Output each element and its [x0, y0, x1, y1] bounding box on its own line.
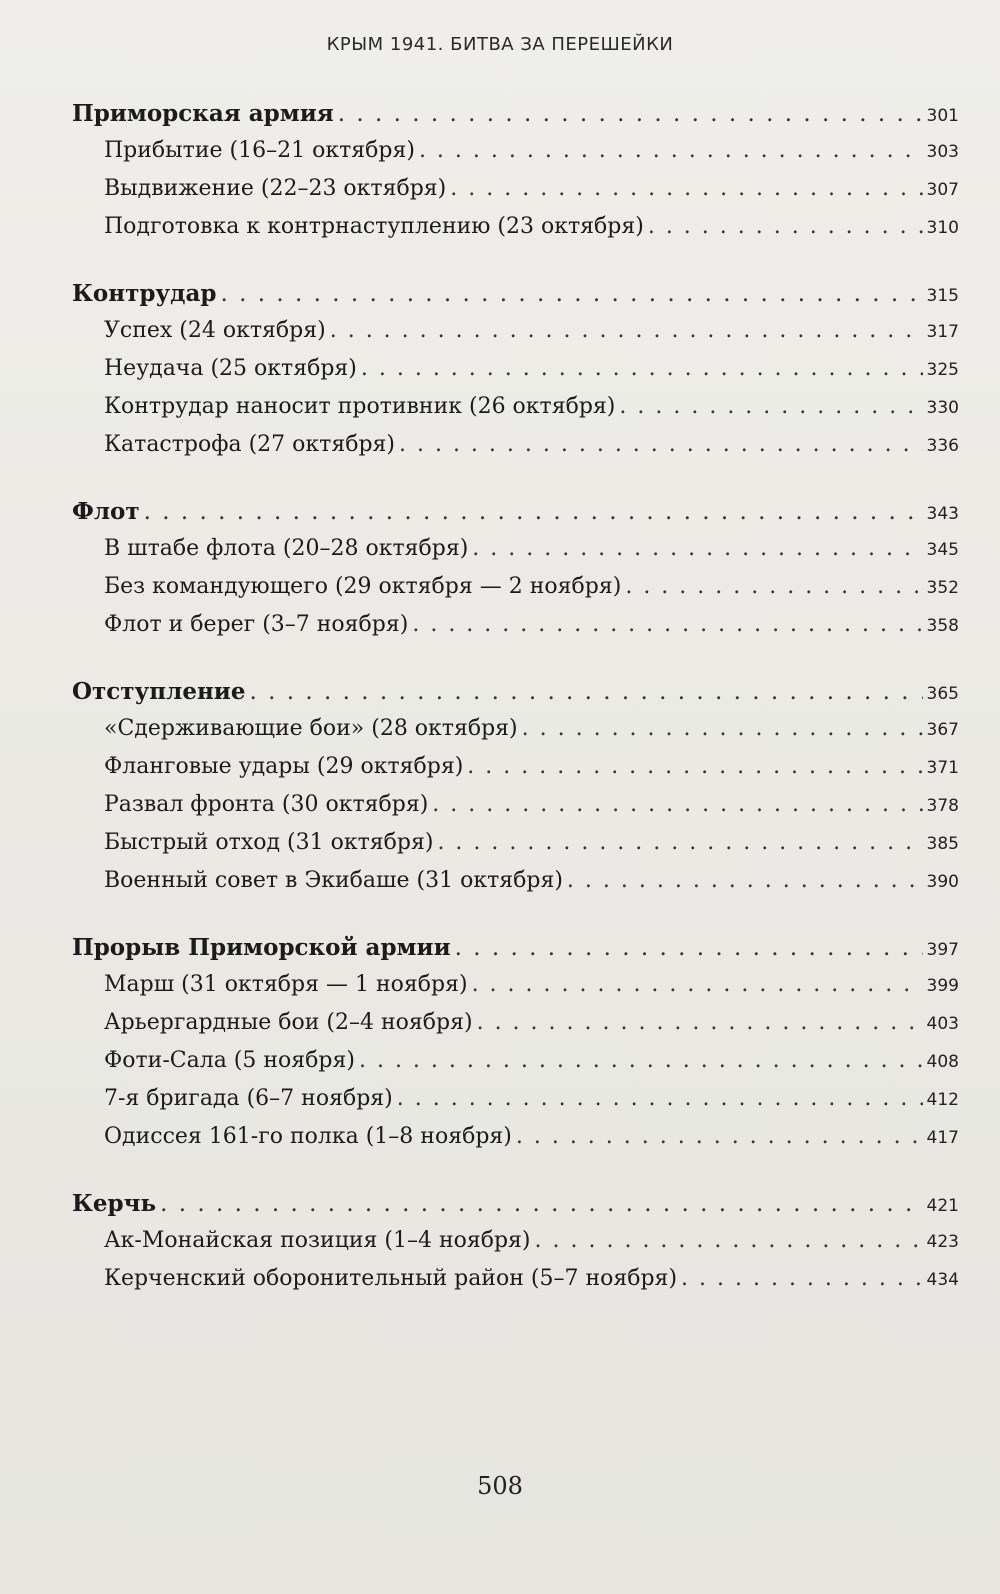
- toc-section: [72, 214, 959, 252]
- toc-section: [72, 1048, 959, 1086]
- spacer: [72, 1162, 959, 1190]
- toc-section: [72, 754, 959, 792]
- dot-leader: [330, 318, 923, 343]
- dot-leader: [160, 1191, 922, 1217]
- spacer: [72, 906, 959, 934]
- dot-leader: [567, 868, 923, 893]
- page-number: 434: [926, 1270, 959, 1290]
- page-number: 385: [926, 834, 959, 854]
- spacer: [72, 252, 959, 280]
- toc-section: [72, 612, 959, 650]
- dot-leader: [619, 394, 922, 419]
- toc-section: [72, 972, 959, 1010]
- page-number: 397: [926, 940, 959, 960]
- spacer: [72, 470, 959, 498]
- page-number: 371: [926, 758, 959, 778]
- toc-section: [72, 1010, 959, 1048]
- chapter-title: Контрудар: [72, 280, 217, 307]
- toc-section: [72, 138, 959, 176]
- page-number: 378: [926, 796, 959, 816]
- section-title: Арьергардные бои (2–4 ноября): [104, 1010, 473, 1035]
- dot-leader: [472, 972, 923, 997]
- section-title: Выдвижение (22–23 октября): [104, 176, 447, 201]
- section-title: «Сдерживающие бои» (28 октября): [104, 716, 518, 741]
- section-title: Марш (31 октября — 1 ноября): [104, 972, 468, 997]
- page-number: 336: [926, 436, 959, 456]
- page-number: 367: [926, 720, 959, 740]
- section-title: 7-я бригада (6–7 ноября): [104, 1086, 393, 1111]
- toc-section: [72, 1228, 959, 1266]
- section-title: Подготовка к контрнаступлению (23 октября): [104, 214, 644, 239]
- dot-leader: [625, 574, 922, 599]
- toc-chapter: [72, 498, 959, 536]
- page-number: 315: [926, 286, 959, 306]
- toc-section: [72, 356, 959, 394]
- page-number: 423: [926, 1232, 959, 1252]
- page-number: 325: [926, 360, 959, 380]
- chapter-title: Отступление: [72, 678, 246, 705]
- page-number: 345: [926, 540, 959, 560]
- page-folio: 508: [477, 1472, 523, 1500]
- dot-leader: [681, 1266, 923, 1291]
- dot-leader: [522, 716, 923, 741]
- dot-leader: [249, 679, 922, 705]
- toc-section: [72, 830, 959, 868]
- page-number: 421: [926, 1196, 959, 1216]
- dot-leader: [397, 1086, 923, 1111]
- toc-section: [72, 394, 959, 432]
- dot-leader: [361, 356, 923, 381]
- toc-section: [72, 1086, 959, 1124]
- page-number: 358: [926, 616, 959, 636]
- toc-section: [72, 536, 959, 574]
- dot-leader: [359, 1048, 923, 1073]
- page-number: 412: [926, 1090, 959, 1110]
- chapter-title: Керчь: [72, 1190, 157, 1217]
- section-title: Одиссея 161-го полка (1–8 ноября): [104, 1124, 512, 1149]
- section-title: Успех (24 октября): [104, 318, 326, 343]
- dot-leader: [450, 176, 922, 201]
- section-title: Быстрый отход (31 октября): [104, 830, 434, 855]
- dot-leader: [338, 101, 923, 127]
- toc-section: [72, 1266, 959, 1304]
- dot-leader: [437, 830, 922, 855]
- section-title: Неудача (25 октября): [104, 356, 357, 381]
- dot-leader: [432, 792, 922, 817]
- page-number: 343: [926, 504, 959, 524]
- toc-section: [72, 574, 959, 612]
- toc-chapter: [72, 678, 959, 716]
- dot-leader: [144, 499, 923, 525]
- page-number: 417: [926, 1128, 959, 1148]
- section-title: Контрудар наносит противник (26 октября): [104, 394, 616, 419]
- dot-leader: [535, 1228, 923, 1253]
- page-number: 352: [926, 578, 959, 598]
- section-title: Ак-Монайская позиция (1–4 ноября): [104, 1228, 531, 1253]
- running-head: КРЫМ 1941. БИТВА ЗА ПЕРЕШЕЙКИ: [326, 34, 674, 55]
- section-title: Флот и берег (3–7 ноября): [104, 612, 409, 637]
- dot-leader: [412, 612, 922, 637]
- page-number: 330: [926, 398, 959, 418]
- dot-leader: [220, 281, 922, 307]
- page-number: 403: [926, 1014, 959, 1034]
- toc-section: [72, 792, 959, 830]
- toc-section: [72, 1124, 959, 1162]
- chapter-title: Прорыв Приморской армии: [72, 934, 451, 961]
- section-title: В штабе флота (20–28 октября): [104, 536, 469, 561]
- page-number: 365: [926, 684, 959, 704]
- section-title: Фланговые удары (29 октября): [104, 754, 464, 779]
- dot-leader: [419, 138, 923, 163]
- toc-chapter: [72, 100, 959, 138]
- section-title: Фоти-Сала (5 ноября): [104, 1048, 355, 1073]
- section-title: Прибытие (16–21 октября): [104, 138, 415, 163]
- toc-section: [72, 176, 959, 214]
- page-number: 408: [926, 1052, 959, 1072]
- section-title: Развал фронта (30 октября): [104, 792, 429, 817]
- toc-chapter: [72, 934, 959, 972]
- page-number: 307: [926, 180, 959, 200]
- dot-leader: [467, 754, 922, 779]
- chapter-title: Приморская армия: [72, 100, 334, 127]
- toc-section: [72, 716, 959, 754]
- table-of-contents: [72, 100, 959, 1304]
- dot-leader: [477, 1010, 923, 1035]
- toc-section: [72, 868, 959, 906]
- toc-chapter: [72, 280, 959, 318]
- page-number: 399: [926, 976, 959, 996]
- dot-leader: [399, 432, 923, 457]
- dot-leader: [648, 214, 923, 239]
- page-number: 310: [926, 218, 959, 238]
- dot-leader: [455, 935, 923, 961]
- section-title: Без командующего (29 октября — 2 ноября): [104, 574, 622, 599]
- section-title: Керченский оборонительный район (5–7 ноября): [104, 1266, 678, 1291]
- dot-leader: [472, 536, 922, 561]
- spacer: [72, 650, 959, 678]
- page-number: 390: [926, 872, 959, 892]
- page-number: 301: [926, 106, 959, 126]
- page-number: 317: [926, 322, 959, 342]
- section-title: Катастрофа (27 октября): [104, 432, 395, 457]
- toc-section: [72, 318, 959, 356]
- page-number: 303: [926, 142, 959, 162]
- section-title: Военный совет в Экибаше (31 октября): [104, 868, 563, 893]
- toc-chapter: [72, 1190, 959, 1228]
- toc-section: [72, 432, 959, 470]
- dot-leader: [516, 1124, 923, 1149]
- chapter-title: Флот: [72, 498, 140, 525]
